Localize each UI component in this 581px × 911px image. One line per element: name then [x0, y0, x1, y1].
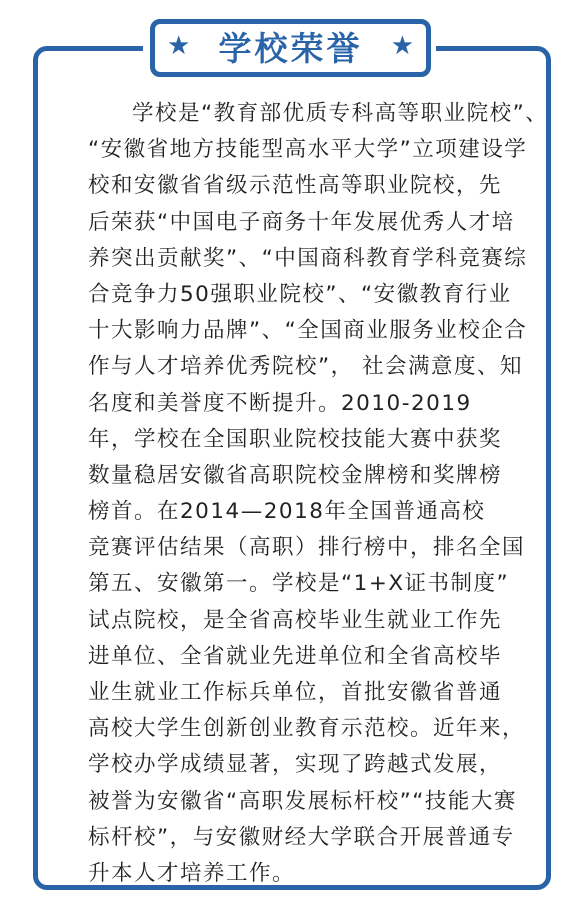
paragraph-line: 养突出贡献奖”、“中国商科教育学科竞赛综	[88, 245, 528, 271]
paragraph-line: “安徽省地方技能型高水平大学”立项建设学	[88, 137, 528, 163]
paragraph-line: 十大影响力品牌”、“全国商业服务业校企合	[88, 318, 528, 344]
paragraph-line: 学校是“教育部优质专科高等职业院校”、	[132, 101, 549, 126]
paragraph-line: 被誉为安徽省“高职发展标杆校”“技能大赛	[88, 788, 517, 814]
paragraph-line: 升本人才培养工作。	[88, 860, 296, 886]
paragraph-line: 后荣获“中国电子商务十年发展优秀人才培	[88, 209, 515, 235]
paragraph-line: 校和安徽省省级示范性高等职业院校，先	[88, 173, 503, 199]
title-badge	[143, 14, 436, 81]
paragraph-line: 数量稳居安徽省高职院校金牌榜和奖牌榜	[88, 462, 503, 488]
paragraph-line: 竞赛评估结果（高职）排行榜中，排名全国	[88, 535, 526, 561]
paragraph-line: 试点院校，是全省高校毕业生就业工作先	[88, 607, 503, 633]
paragraph-line: 合竞争力50强职业院校”、“安徽教育行业	[88, 281, 512, 307]
paragraph-line: 高校大学生创新创业教育示范校。近年来，	[88, 716, 526, 742]
star-icon-right: ★	[390, 31, 414, 61]
star-icon-left: ★	[167, 31, 191, 61]
paragraph-line: 作与人才培养优秀院校”， 社会满意度、知	[88, 354, 523, 380]
paragraph-line: 榜首。在2014—2018年全国普通高校	[88, 499, 486, 525]
paragraph-line: 进单位、全省就业先进单位和全省高校毕	[88, 643, 503, 669]
paragraph-line: 学校办学成绩显著，实现了跨越式发展，	[88, 752, 503, 778]
paragraph-line: 标杆校”，与安徽财经大学联合开展普通专	[88, 824, 515, 850]
paragraph-line: 年，学校在全国职业院校技能大赛中获奖	[88, 426, 503, 452]
paragraph-line: 业生就业工作标兵单位，首批安徽省普通	[88, 680, 503, 705]
paragraph-line: 名度和美誉度不断提升。2010-2019	[88, 390, 472, 416]
honors-paragraph	[88, 96, 549, 892]
paragraph-line: 第五、安徽第一。学校是“1+X证书制度”	[88, 571, 510, 597]
title-box	[150, 19, 431, 77]
page-title: 学校荣誉	[218, 28, 363, 68]
